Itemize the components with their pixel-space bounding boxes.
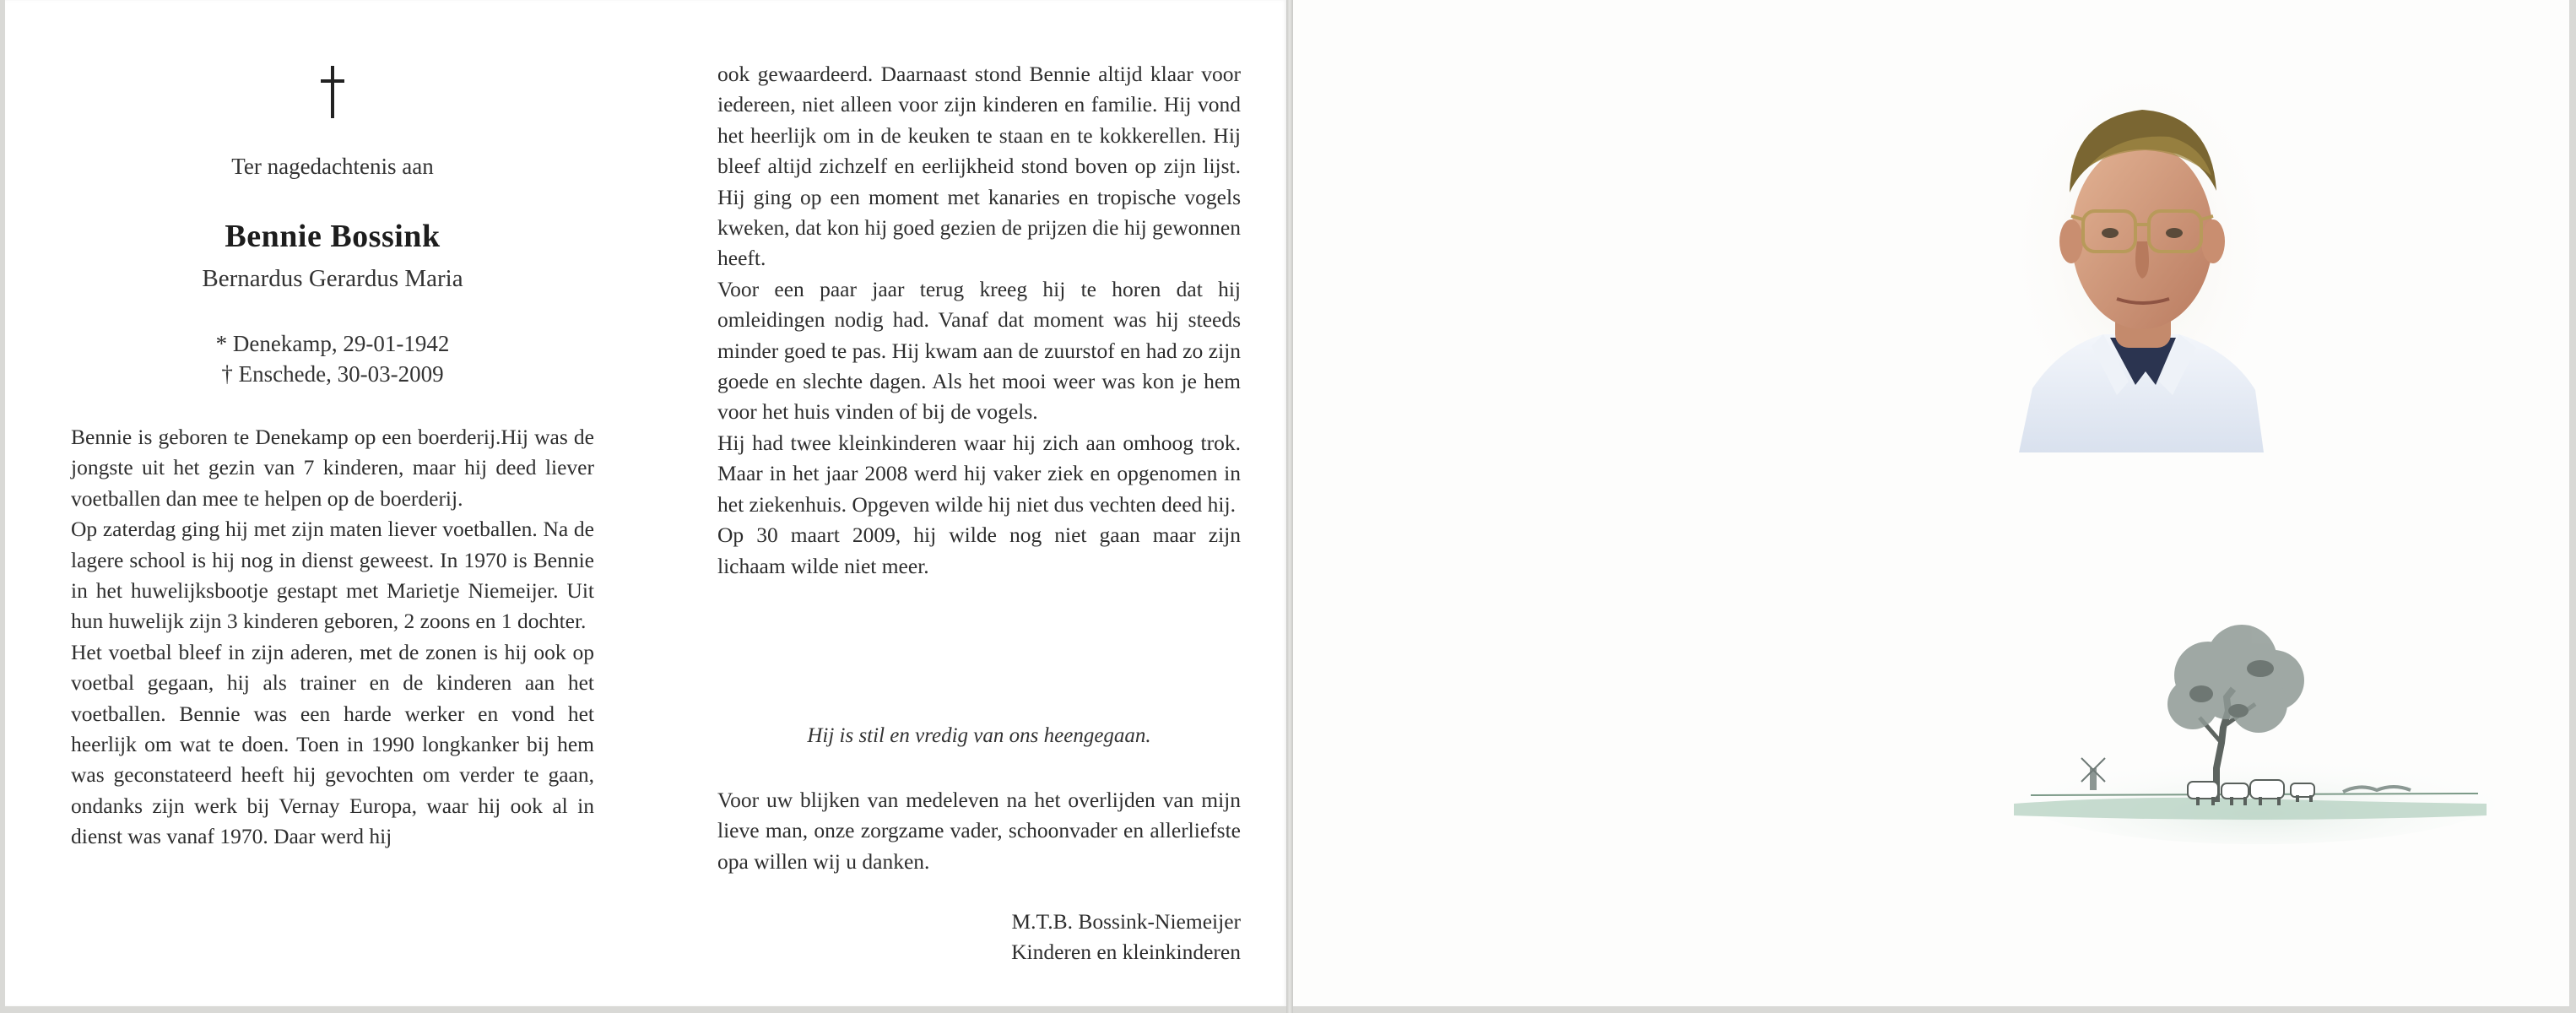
biography-paragraph: Op zaterdag ging hij met zijn maten liever voetballen. Na de lagere school is hij nog in dienst geweest. In 1970 is Bennie in het huwelijksbootje gestapt met Marietje Niemeijer. Uit hun huwelijk zijn 3 kinderen geboren, 2 zoons en 1 dochter. [71, 517, 594, 634]
portrait-photo [2010, 84, 2272, 452]
left-inner-page [5, 0, 1286, 1006]
deceased-name: Bennie Bossink [225, 219, 441, 254]
biography-paragraph: Bennie is geboren te Denekamp op een boerderij.Hij was de jongste uit het gezin van 7 kinderen, maar hij deed liever voetballen dan mee te helpen op de boerderij. [71, 425, 594, 511]
signature-spouse: M.T.B. Bossink-Niemeijer [1011, 909, 1241, 934]
biography-paragraph: Op 30 maart 2009, hij wilde nog niet gaan maar zijn lichaam wilde niet meer. [717, 523, 1241, 578]
biography-paragraph: Voor een paar jaar terug kreeg hij te horen dat hij omleidingen nodig had. Vanaf dat moment was hij steeds minder goed te pas. Hij kwam aan de zuurstof en had zo zijn goede en slechte dagen. Als het mooi weer was kon je hem voor het huis vinden of bij de vogels. [717, 276, 1241, 425]
biography-paragraph: ook gewaardeerd. Daarnaast stond Bennie altijd klaar voor iedereen, niet alleen voor zijn kinderen en familie. Hij vond het heerlijk om in de keuken te staan en te kokkerellen. Hij bleef altijd zichzelf en eerlijkheid stond boven op zijn lijst. Hij ging op een moment met kanaries en tropische vogels kweken, dat kon hij goed gezien de prijzen die hij gewonnen heeft. [717, 62, 1241, 271]
deceased-full-name: Bernardus Gerardus Maria [202, 265, 463, 292]
biography-right-column [717, 59, 1241, 582]
memorial-motto: Hij is stil en vredig van ons heengegaan. [807, 724, 1151, 747]
card-fold [1286, 0, 1293, 1013]
signature-family: Kinderen en kleinkinderen [1011, 940, 1241, 965]
landscape-illustration [2005, 616, 2495, 844]
cross-icon [321, 66, 344, 118]
in-memory-heading: Ter nagedachtenis aan [231, 154, 434, 179]
biography-left-column [71, 422, 594, 853]
thanks-message: Voor uw blijken van medeleven na het overlijden van mijn lieve man, onze zorgzame vader, schoonvader en allerliefste opa willen wij u danken. [717, 788, 1241, 874]
signature-block [717, 907, 1241, 968]
biography-paragraph: Hij had twee kleinkinderen waar hij zich aan omhoog trok. Maar in het jaar 2008 werd hij vaker ziek en opgenomen in het ziekenhuis. Opgeven wilde hij niet dus vechten deed hij. [717, 430, 1241, 517]
biography-paragraph: Het voetbal bleef in zijn aderen, met de zonen is hij ook op voetbal gegaan, hij als trainer en de kinderen aan het voetballen. Bennie was een harde werker en vond het heerlijk om wat te doen. Toen in 1990 longkanker bij hem was geconstateerd heeft hij gevochten om verder te gaan, ondanks zijn werk bij Vernay Europa, waar hij ook al in dienst was vanaf 1970. Daar werd hij [71, 639, 594, 849]
birth-info: * Denekamp, 29-01-1942 [215, 331, 450, 356]
right-inner-page [1293, 0, 2569, 1006]
death-info: † Enschede, 30-03-2009 [221, 361, 444, 387]
